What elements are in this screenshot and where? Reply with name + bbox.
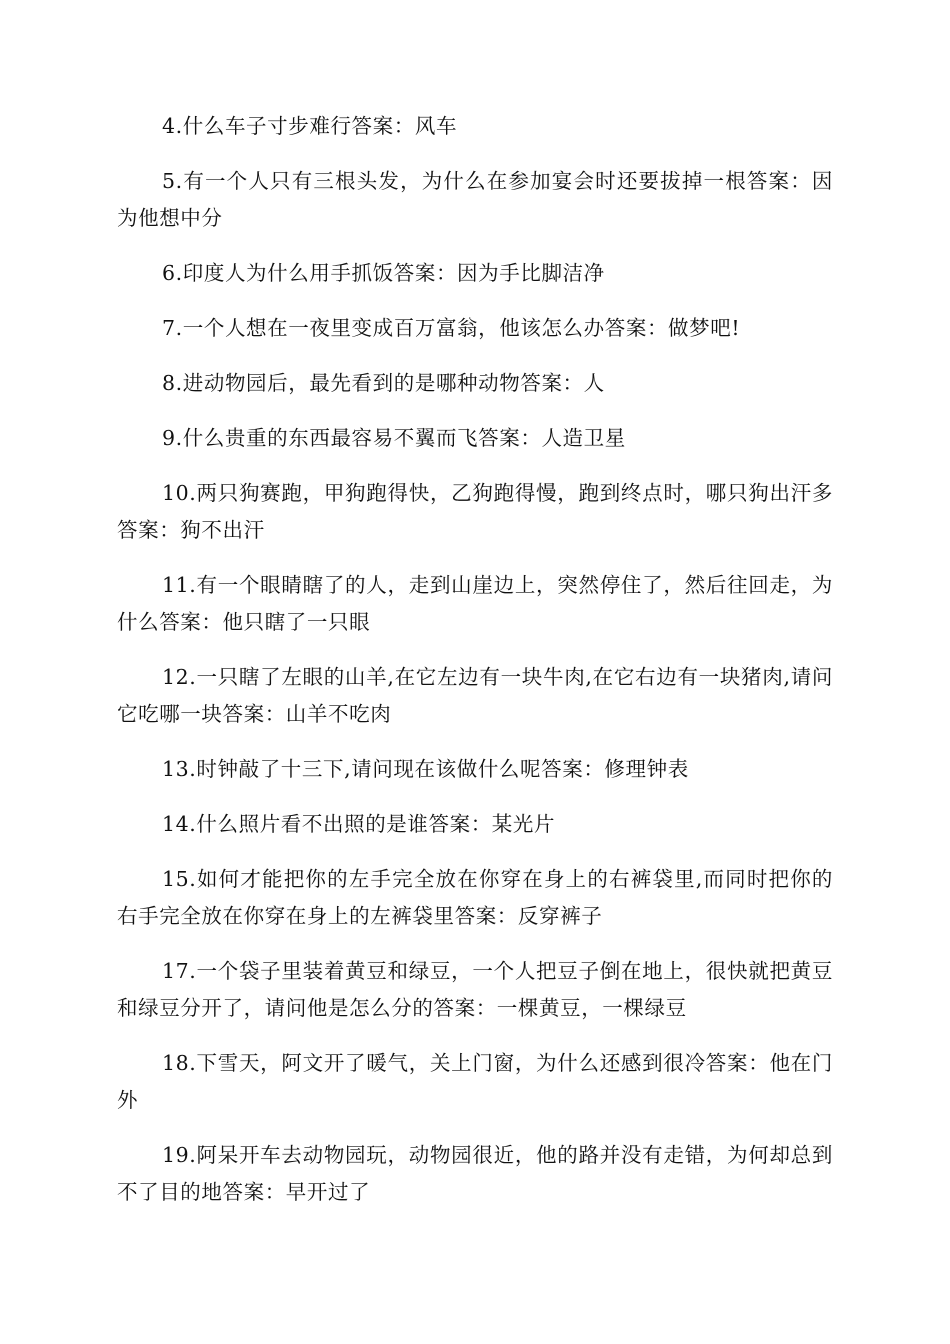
- riddle-item: 7.一个人想在一夜里变成百万富翁，他该怎么办答案：做梦吧!: [162, 316, 741, 340]
- riddle-item: 14.什么照片看不出照的是谁答案：某光片: [162, 812, 556, 836]
- riddle-item: 13.时钟敲了十三下,请问现在该做什么呢答案：修理钟表: [162, 757, 689, 781]
- riddle-list: [117, 108, 833, 1229]
- riddle-item: 19.阿呆开车去动物园玩，动物园很近，他的路并没有走错，为何却总到不了目的地答案：早开过了: [117, 1143, 833, 1204]
- riddle-item: 5.有一个人只有三根头发，为什么在参加宴会时还要拔掉一根答案：因为他想中分: [117, 169, 833, 230]
- riddle-item: 15.如何才能把你的左手完全放在你穿在身上的右裤袋里,而同时把你的右手完全放在你穿在身上的左裤袋里答案：反穿裤子: [117, 867, 833, 928]
- riddle-item: 8.进动物园后，最先看到的是哪种动物答案：人: [162, 371, 605, 395]
- riddle-item: 6.印度人为什么用手抓饭答案：因为手比脚洁净: [162, 261, 605, 285]
- riddle-item: 9.什么贵重的东西最容易不翼而飞答案：人造卫星: [162, 426, 626, 450]
- riddle-item: 17.一个袋子里装着黄豆和绿豆，一个人把豆子倒在地上，很快就把黄豆和绿豆分开了，请问他是怎么分的答案：一棵黄豆，一棵绿豆: [117, 959, 833, 1020]
- riddle-item: 4.什么车子寸步难行答案：风车: [162, 114, 458, 138]
- riddle-item: 18.下雪天，阿文开了暖气，关上门窗，为什么还感到很冷答案：他在门外: [117, 1051, 833, 1112]
- riddle-item: 10.两只狗赛跑，甲狗跑得快，乙狗跑得慢，跑到终点时，哪只狗出汗多答案：狗不出汗: [117, 481, 833, 542]
- riddle-item: 11.有一个眼睛瞎了的人，走到山崖边上，突然停住了，然后往回走，为什么答案：他只瞎了一只眼: [117, 573, 833, 634]
- riddle-item: 12.一只瞎了左眼的山羊,在它左边有一块牛肉,在它右边有一块猪肉,请问它吃哪一块答案：山羊不吃肉: [117, 665, 833, 726]
